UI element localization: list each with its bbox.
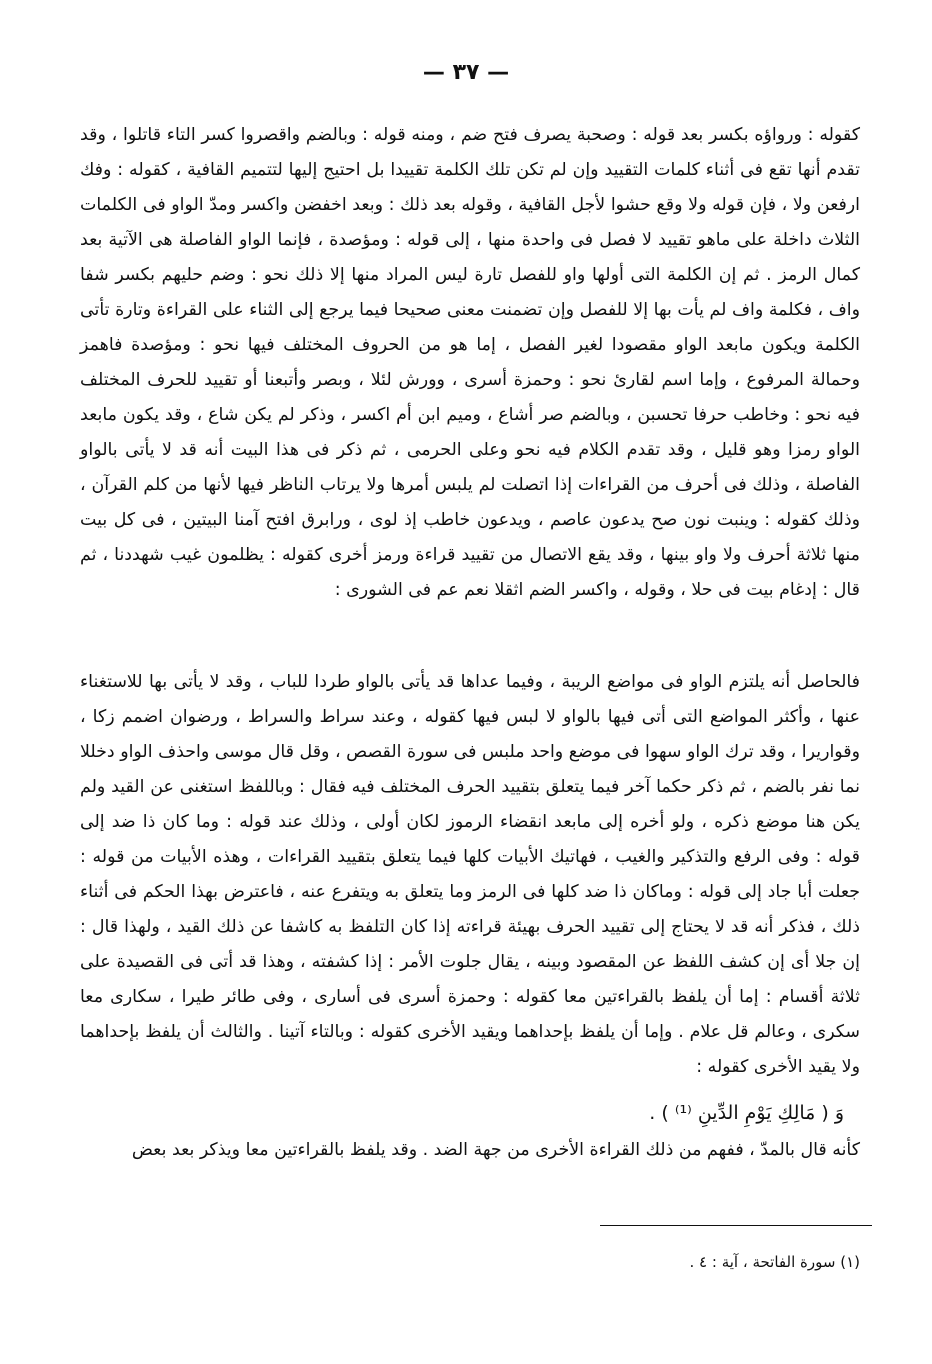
paragraph: كأنه قال بالمدّ ، ففهم من ذلك القراءة الأخرى من جهة الضد . وقد يلفظ بالقراءتين معا ويذكر بعد بعض <box>131 1140 860 1160</box>
footnote: (١) سورة الفاتحة ، آية : ٤ . <box>689 1253 860 1271</box>
quranic-verse: وَ ( مَالِكِ يَوْمِ الدِّينِ ⁽¹⁾ ) . <box>649 1102 844 1124</box>
footnote-divider <box>600 1225 872 1226</box>
paragraph: فالحاصل أنه يلتزم الواو فى مواضع الريبة ، وفيما عداها قد يأتى بالواو طردا للباب ، وقد لا يأتى بها للاستغناء عنها ، وأكثر المواضع التى أتى فيها بالواو لا لبس فيها كقوله ، وعند سراط والسراط ، ورضوان اضمم زكا ، وقواريرا ، وقد ترك الواو سهوا فى موضع واحد ملبس فى سورة القصص ، وقل قال موسى واحذف الواو دخللا نما نفر بالضم ، ثم ذكر حكما آخر فيما يتعلق بتقييد الحرف المختلف فيه فقال : وباللفظ استغنى عن القيد ولم يكن هنا موضع ذكره ، ولو أخره إلى مابعد انقضاء الرموز لكان أولى ، وذلك عند قوله : وما كان ذا ضد إلى قوله : وفى الرفع والتذكير والغيب ، فهاتيك الأبيات كلها فيما يتعلق بتقييد القراءات ، وهذه الأبيات من قوله : جعلت أبا جاد إلى قوله : وماكان ذا ضد كلها فى الرمز وما يتعلق به ويتفرع عنه ، فاعترض بهذا الحكم فى أثناء ذلك ، فذكر أنه قد لا يحتاج إلى تقييد الحرف بهيئة قراءته إذا كان التلفظ به كاشفا عن ذلك القيد ، ولهذا قال : إن جلا أى إن كشف اللفظ عن المقصود وبينه ، يقال جلوت الأمر : إذا كشفته ، وهذا قد أتى فى القصيدة على ثلاثة أقسام : إما أن يلفظ بالقراءتين معا كقوله : وحمزة أسرى فى أسارى ، وفى طائر طيرا ، سكارى معا سكرى ، وعالم قل علام . وإما أن يلفظ بإحداهما ويقيد الأخرى كقوله : وبالتاء آتينا . والثالث أن يلفظ بإحداهما ولا يقيد الأخرى كقوله : <box>80 672 860 1077</box>
paragraph: كقوله : ورواؤه بكسر بعد قوله : وصحبة يصرف فتح ضم ، ومنه قوله : وبالضم واقصروا كسر التاء قاتلوا ، وقد تقدم أنها تقع فى أثناء كلمات التقييد وإن لم تكن تلك الكلمة تقييدا بل احتيج إليها لتتميم القافية ، كقوله : وفك ارفعن ولا ، فإن قوله ولا وقع حشوا لأجل القافية ، وقوله بعد ذلك : وبعد اخفضن واكسر ومدّ الواو فى الكلمات الثلاث داخلة على ماهو تقييد لا فصل فى واحدة منها ، إلى قوله : ومؤصدة ، فإنما الواو الفاصلة هى الآتية بعد كمال الرمز . ثم إن الكلمة التى أولها واو للفصل تارة ليس المراد منها إلا ذلك نحو : وضم حليهم بكسر شفا واف ، فكلمة واف لم يأت بها إلا للفصل وإن تضمنت معنى صحيحا فيما يرجع إلى الثناء على القراءة وتارة تأتى الكلمة ويكون مابعد الواو مقصودا لغير الفصل ، إما هو من الحروف المختلف فيها نحو : ومؤصدة فاهمز وحمالة المرفوع ، وإما اسم لقارئ نحو : وحمزة أسرى ، وورش لئلا ، وبصر وأتبعنا أو تقييد للحرف المختلف فيه نحو : وخاطب حرفا تحسبن ، وبالضم صر أشاع ، وميم ابن أم اكسر ، وذكر لم يكن شاع ، وقد يكون مابعد الواو رمزا وهو قليل ، وقد تقدم الكلام فيه نحو وعلى الحرمى ، ثم ذكر فى هذا البيت أنه قد لا يأتى بالواو الفاصلة ، وذلك فى أحرف من القراءات إذا اتصلت لم يلبس أمرها ولا يرتاب الناظر فيها لأنها من كلم القرآن ، وذلك كقوله : وينبت نون صح يدعون عاصم ، ويدعون خاطب إذ لوى ، ورابرق افتح آمنا البيتين ، فى كل بيت منها ثلاثة أحرف ولا واو بينها ، وقد يقع الاتصال من تقييد قراءة ورمز أخرى كقوله : يظلمون غيب شهددنا ، ثم قال : إدغام بيت فى حلا ، وقوله ، واكسر الضم اثقلا نعم عم فى الشورى : <box>80 125 860 600</box>
page-number: — ٣٧ — <box>422 60 510 85</box>
main-text <box>80 118 860 1168</box>
